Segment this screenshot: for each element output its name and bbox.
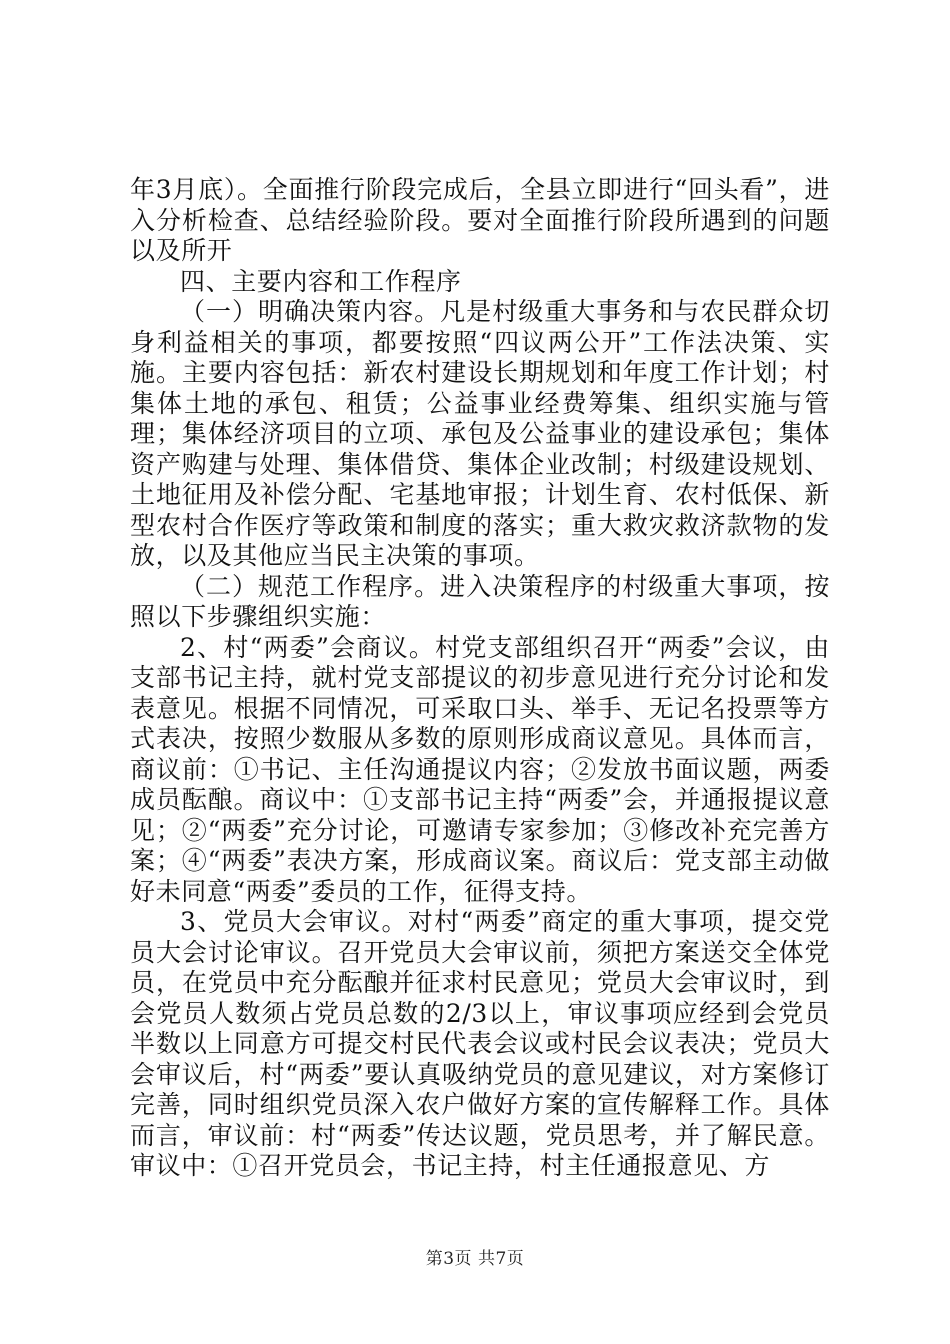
paragraph-continuation: 年3月底）。全面推行阶段完成后，全县立即进行“回头看”，进入分析检查、总结经验阶段。要对全面推行阶段所遇到的问题以及所开 xyxy=(130,175,830,265)
document-body xyxy=(130,175,830,1182)
paragraph-party-assembly: 3、党员大会审议。对村“两委”商定的重大事项，提交党员大会讨论审议。召开党员大会审议前，须把方案送交全体党员，在党员中充分酝酿并征求村民意见；党员大会审议时，到会党员人数须占党员总数的2/3以上，审议事项应经到会党员半数以上同意方可提交村民代表会议或村民会议表决；党员大会审议后，村“两委”要认真吸纳党员的意见建议，对方案修订完善，同时组织党员深入农户做好方案的宣传解释工作。具体而言，审议前：村“两委”传达议题，党员思考，并了解民意。审议中：①召开党员会，书记主持，村主任通报意见、方 xyxy=(130,907,830,1180)
section-heading: 四、主要内容和工作程序 xyxy=(180,266,462,296)
paragraph-work-procedure: （二）规范工作程序。进入决策程序的村级重大事项，按照以下步骤组织实施： xyxy=(130,571,830,631)
paragraph-decision-content: （一）明确决策内容。凡是村级重大事务和与农民群众切身利益相关的事项，都要按照“四议两公开”工作法决策、实施。主要内容包括：新农村建设长期规划和年度工作计划；村集体土地的承包、租赁；公益事业经费筹集、组织实施与管理；集体经济项目的立项、承包及公益事业的建设承包；集体资产购建与处理、集体借贷、集体企业改制；村级建设规划、土地征用及补偿分配、宅基地审报；计划生育、农村低保、新型农村合作医疗等政策和制度的落实；重大救灾救济款物的发放，以及其他应当民主决策的事项。 xyxy=(130,297,830,570)
page-number-footer: 第3页 共7页 xyxy=(425,1249,525,1269)
paragraph-two-committees: 2、村“两委”会商议。村党支部组织召开“两委”会议，由支部书记主持，就村党支部提议的初步意见进行充分讨论和发表意见。根据不同情况，可采取口头、举手、无记名投票等方式表决，按照少数服从多数的原则形成商议意见。具体而言，商议前：①书记、主任沟通提议内容；②发放书面议题，两委成员酝酿。商议中：①支部书记主持“两委”会，并通报提议意见；②“两委”充分讨论，可邀请专家参加；③修改补充完善方案；④“两委”表决方案，形成商议案。商议后：党支部主动做好未同意“两委”委员的工作，征得支持。 xyxy=(130,632,830,906)
